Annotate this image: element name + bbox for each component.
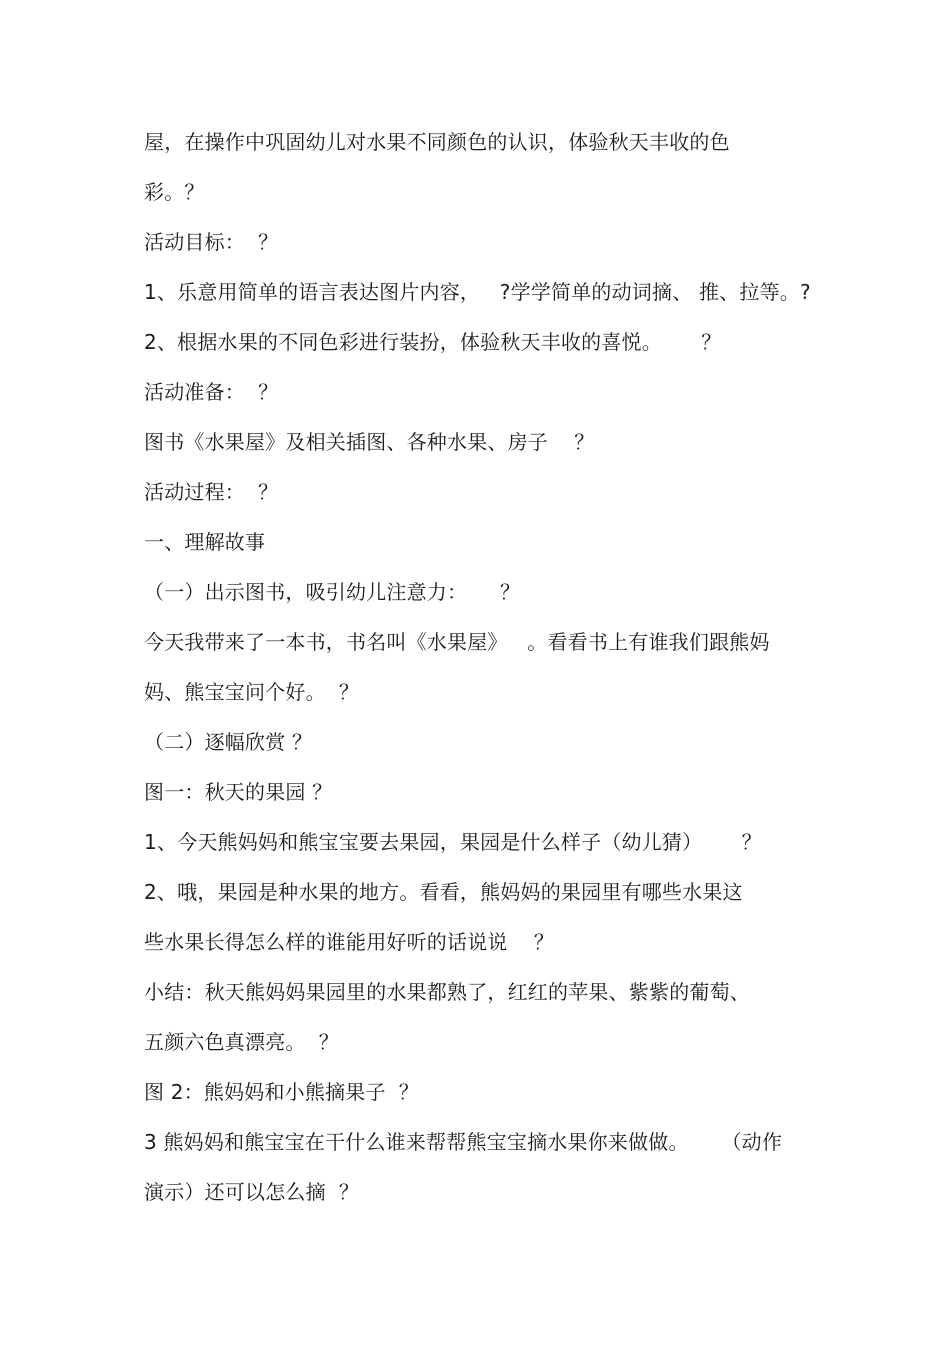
text-line: 1、今天熊妈妈和熊宝宝要去果园，果园是什么样子（幼儿猜） ？ [144, 830, 762, 854]
text-line: 些水果长得怎么样的谁能用好听的话说说 ？ [144, 930, 555, 954]
text-line: 今天我带来了一本书，书名叫《水果屋》 。看看书上有谁我们跟熊妈 [144, 630, 770, 654]
text-line: 1、乐意用简单的语言表达图片内容， ?学学简单的动词摘、 推、拉等。? [144, 280, 811, 304]
text-line: （一）出示图书，吸引幼儿注意力： ？ [144, 580, 521, 604]
text-line: 2、根据水果的不同色彩进行装扮，体验秋天丰收的喜悦。 ？ [144, 330, 722, 354]
text-line: 2、哦，果园是种水果的地方。看看，熊妈妈的果园里有哪些水果这 [144, 880, 743, 904]
section-heading-story: 一、理解故事 [144, 530, 266, 554]
text-line: 图书《水果屋》及相关插图、各种水果、房子 ？ [144, 430, 595, 454]
section-heading-prep: 活动准备： ？ [144, 380, 279, 404]
text-line: 彩。？ [144, 180, 205, 204]
section-heading-goals: 活动目标： ？ [144, 230, 279, 254]
section-heading-process: 活动过程： ？ [144, 480, 279, 504]
text-line: 小结：秋天熊妈妈果园里的水果都熟了，红红的苹果、紫紫的葡萄、 [144, 980, 750, 1004]
text-line: 屋，在操作中巩固幼儿对水果不同颜色的认识，体验秋天丰收的色 [144, 130, 730, 154]
text-line: 图 2：熊妈妈和小熊摘果子 ？ [144, 1080, 419, 1104]
text-line: 五颜六色真漂亮。 ？ [144, 1030, 339, 1054]
text-line: 3 熊妈妈和熊宝宝在干什么谁来帮帮熊宝宝摘水果你来做做。 （动作 [144, 1130, 783, 1154]
text-line: 妈、熊宝宝问个好。 ？ [144, 680, 360, 704]
text-line: （二）逐幅欣赏 ？ [144, 730, 313, 754]
text-line: 演示）还可以怎么摘 ？ [144, 1180, 360, 1204]
text-line: 图一：秋天的果园 ？ [144, 780, 333, 804]
